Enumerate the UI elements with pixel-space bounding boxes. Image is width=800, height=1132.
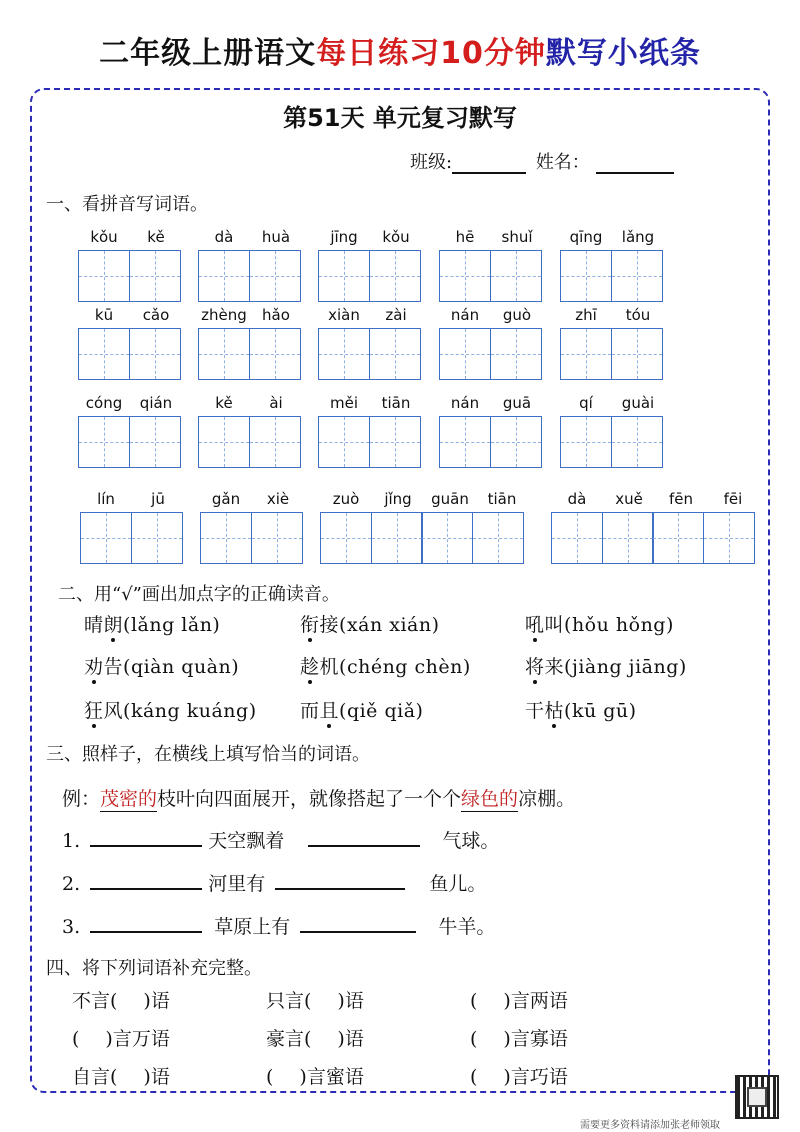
name-label: 姓名： — [535, 152, 590, 173]
character-box[interactable] — [78, 328, 130, 380]
pinyin-syllable: jū — [151, 490, 165, 508]
character-box[interactable] — [369, 328, 421, 380]
class-blank[interactable] — [452, 154, 526, 174]
character-box[interactable] — [439, 416, 491, 468]
example-word2: 绿色的 — [461, 788, 519, 810]
pinyin-syllable: nán — [450, 394, 480, 412]
fill-line-text1: 天空飘着 — [208, 830, 285, 852]
pinyin-syllable: zuò — [332, 490, 360, 508]
pinyin-syllable: qián — [139, 394, 173, 412]
reading-choice[interactable]: 将来(jiàng jiāng) — [525, 652, 687, 679]
pinyin-syllable: qīng — [569, 228, 603, 246]
character-box[interactable] — [560, 416, 612, 468]
pinyin-row — [320, 490, 528, 512]
character-box[interactable] — [490, 416, 542, 468]
fill-blank[interactable] — [300, 913, 416, 933]
word-grid — [80, 490, 184, 564]
fill-line-3 — [62, 912, 495, 939]
fill-blank[interactable] — [90, 827, 202, 847]
header-dictation: 默写小纸条 — [545, 36, 701, 71]
pinyin-syllable: zài — [385, 306, 407, 324]
pinyin-syllable: jīng — [330, 228, 358, 246]
pinyin-row — [560, 306, 664, 328]
character-box[interactable] — [371, 512, 423, 564]
fill-line-text2: 气球。 — [442, 830, 500, 852]
pinyin-row — [318, 306, 422, 328]
section1-heading: 一、看拼音写词语。 — [46, 194, 208, 215]
character-box[interactable] — [78, 416, 130, 468]
character-box[interactable] — [318, 328, 370, 380]
pinyin-syllable: lǎng — [621, 228, 655, 246]
fill-blank[interactable] — [308, 827, 420, 847]
character-box[interactable] — [560, 250, 612, 302]
character-box[interactable] — [131, 512, 183, 564]
idiom-item[interactable]: ( )言两语 — [470, 990, 568, 1012]
reading-choice[interactable]: 而且(qiě qiǎ) — [300, 696, 423, 723]
dotted-character: 狂 — [84, 696, 104, 723]
pinyin-syllable: ài — [269, 394, 283, 412]
class-name-line — [410, 148, 674, 174]
pinyin-row — [439, 228, 543, 250]
name-blank[interactable] — [596, 154, 674, 174]
fill-line-text1: 草原上有 — [214, 916, 291, 938]
pinyin-syllable: huà — [261, 228, 291, 246]
fill-line-text2: 鱼儿。 — [429, 873, 487, 895]
pinyin-row — [80, 490, 184, 512]
fill-line-number: 1. — [62, 830, 81, 852]
pinyin-syllable: měi — [329, 394, 359, 412]
section2-heading: 二、用“√”画出加点字的正确读音。 — [58, 584, 340, 605]
character-box[interactable] — [129, 328, 181, 380]
fill-line-number: 2. — [62, 873, 81, 895]
idiom-item[interactable]: ( )言巧语 — [470, 1066, 568, 1088]
reading-options[interactable]: (lǎng lǎn) — [123, 614, 221, 636]
pinyin-row — [560, 394, 664, 416]
dotted-character: 趁 — [300, 652, 320, 679]
character-box[interactable] — [198, 250, 250, 302]
pinyin-row — [318, 394, 422, 416]
pinyin-syllable: lín — [97, 490, 115, 508]
header-grade: 二年级上册语文 — [99, 36, 317, 71]
pinyin-syllable: xuě — [615, 490, 643, 508]
word-grid — [198, 306, 302, 380]
character-box[interactable] — [703, 512, 755, 564]
word-grid — [439, 228, 543, 302]
sheet-header — [0, 28, 800, 72]
character-box[interactable] — [129, 250, 181, 302]
pinyin-syllable: kǒu — [382, 228, 410, 246]
character-box[interactable] — [611, 328, 663, 380]
pinyin-syllable: hǎo — [262, 306, 290, 324]
reading-choice[interactable]: 吼叫(hǒu hǒng) — [525, 610, 674, 637]
example-word1: 茂密的 — [100, 788, 158, 810]
pinyin-syllable: qí — [579, 394, 593, 412]
dotted-character: 将 — [525, 652, 545, 679]
pinyin-syllable: gǎn — [211, 490, 241, 508]
pinyin-syllable: fēn — [668, 490, 694, 508]
pinyin-syllable: zhèng — [201, 306, 247, 324]
word-grid — [560, 228, 664, 302]
reading-choice[interactable]: 狂风(káng kuáng) — [84, 696, 257, 723]
reading-options[interactable]: (kū gū) — [564, 700, 637, 722]
dotted-character: 衔 — [300, 610, 320, 637]
example-middle: 枝叶向四面展开，就像搭起了一个个 — [157, 788, 462, 810]
pinyin-row — [551, 490, 759, 512]
pinyin-syllable: dà — [567, 490, 587, 508]
character-box[interactable] — [198, 328, 250, 380]
character-box[interactable] — [439, 250, 491, 302]
idiom-item[interactable]: ( )言蜜语 — [266, 1066, 364, 1088]
pinyin-syllable: kě — [147, 228, 165, 246]
word-grid — [560, 306, 664, 380]
word-grid — [318, 228, 422, 302]
reading-choice[interactable]: 衔接(xán xián) — [300, 610, 440, 637]
word-grid — [198, 228, 302, 302]
pinyin-row — [78, 228, 182, 250]
fill-line-1 — [62, 826, 499, 853]
pinyin-row — [198, 306, 302, 328]
word-grid — [318, 394, 422, 468]
fill-line-text1: 河里有 — [208, 873, 266, 895]
pinyin-syllable: guān — [431, 490, 469, 508]
character-box[interactable] — [198, 416, 250, 468]
character-box[interactable] — [320, 512, 372, 564]
word-grid — [78, 394, 182, 468]
dotted-character: 枯 — [545, 696, 565, 723]
example-sentence — [62, 784, 575, 811]
pinyin-syllable: dà — [214, 228, 234, 246]
dotted-character: 吼 — [525, 610, 545, 637]
word-grid — [78, 306, 182, 380]
pinyin-row — [439, 306, 543, 328]
word-grid — [439, 394, 543, 468]
reading-options[interactable]: (qiě qiǎ) — [339, 700, 424, 722]
character-box[interactable] — [249, 328, 301, 380]
word-grid — [560, 394, 664, 468]
word-grid — [200, 490, 304, 564]
character-box[interactable] — [551, 512, 603, 564]
pinyin-syllable: cǎo — [142, 306, 170, 324]
reading-options[interactable]: (káng kuáng) — [123, 700, 257, 722]
character-box[interactable] — [611, 416, 663, 468]
character-box[interactable] — [369, 416, 421, 468]
fill-blank[interactable] — [90, 913, 202, 933]
character-box[interactable] — [200, 512, 252, 564]
word-grid — [198, 394, 302, 468]
word-grid — [439, 306, 543, 380]
fill-line-text2: 牛羊。 — [438, 916, 496, 938]
character-box[interactable] — [318, 250, 370, 302]
character-box[interactable] — [652, 512, 704, 564]
word-grid — [551, 490, 759, 564]
dotted-character: 朗 — [104, 610, 124, 637]
word-grid — [320, 490, 528, 564]
page-title: 第51天 单元复习默写 — [283, 104, 517, 132]
fill-blank[interactable] — [90, 870, 202, 890]
pinyin-syllable: xiè — [266, 490, 290, 508]
reading-options[interactable]: (qiàn quàn) — [123, 656, 240, 678]
reading-choice[interactable]: 劝告(qiàn quàn) — [84, 652, 239, 679]
word-grid — [78, 228, 182, 302]
pinyin-row — [560, 228, 664, 250]
pinyin-row — [198, 394, 302, 416]
character-box[interactable] — [251, 512, 303, 564]
character-box[interactable] — [249, 416, 301, 468]
pinyin-row — [200, 490, 304, 512]
pinyin-syllable: fēi — [723, 490, 743, 508]
pinyin-syllable: jǐng — [384, 490, 412, 508]
footer-note: 需要更多资料请添加张老师领取 — [580, 1120, 720, 1131]
reading-choice[interactable]: 干枯(kū gū) — [525, 696, 637, 723]
reading-options[interactable]: (xán xián) — [339, 614, 440, 636]
section4-heading: 四、将下列词语补充完整。 — [46, 958, 262, 979]
character-box[interactable] — [249, 250, 301, 302]
character-box[interactable] — [490, 250, 542, 302]
pinyin-syllable: xiàn — [328, 306, 360, 324]
fill-blank[interactable] — [275, 870, 405, 890]
character-box[interactable] — [472, 512, 524, 564]
pinyin-row — [78, 394, 182, 416]
pinyin-syllable: guā — [502, 394, 532, 412]
character-box[interactable] — [78, 250, 130, 302]
dotted-character: 且 — [320, 696, 340, 723]
character-box[interactable] — [602, 512, 654, 564]
section3-heading: 三、照样子，在横线上填写恰当的词语。 — [46, 744, 370, 765]
character-box[interactable] — [421, 512, 473, 564]
pinyin-row — [198, 228, 302, 250]
character-box[interactable] — [560, 328, 612, 380]
class-label: 班级: — [410, 152, 453, 173]
idiom-item[interactable]: 豪言( )语 — [266, 1028, 364, 1050]
idiom-item[interactable]: 自言( )语 — [72, 1066, 170, 1088]
pinyin-syllable: kǒu — [90, 228, 118, 246]
fill-line-2 — [62, 869, 486, 896]
idiom-item[interactable]: 不言( )语 — [72, 990, 170, 1012]
character-box[interactable] — [129, 416, 181, 468]
pinyin-syllable: guò — [502, 306, 532, 324]
header-practice: 每日练习10分钟 — [316, 36, 546, 71]
pinyin-syllable: kū — [94, 306, 114, 324]
reading-options[interactable]: (jiàng jiāng) — [564, 656, 687, 678]
fill-line-number: 3. — [62, 916, 81, 938]
pinyin-syllable: guài — [621, 394, 655, 412]
pinyin-syllable: tiān — [487, 490, 517, 508]
pinyin-syllable: shuǐ — [501, 228, 533, 246]
character-box[interactable] — [611, 250, 663, 302]
pinyin-syllable: nán — [450, 306, 480, 324]
idiom-item[interactable]: 只言( )语 — [266, 990, 364, 1012]
pinyin-syllable: tóu — [625, 306, 651, 324]
pinyin-syllable: zhī — [575, 306, 597, 324]
example-suffix: 凉棚。 — [518, 788, 576, 810]
pinyin-row — [318, 228, 422, 250]
qr-code — [735, 1075, 779, 1119]
pinyin-syllable: kě — [215, 394, 233, 412]
character-box[interactable] — [318, 416, 370, 468]
pinyin-syllable: tiān — [381, 394, 411, 412]
reading-choice[interactable]: 晴朗(lǎng lǎn) — [84, 610, 220, 637]
character-box[interactable] — [369, 250, 421, 302]
pinyin-syllable: hē — [455, 228, 475, 246]
reading-options[interactable]: (chéng chèn) — [339, 656, 471, 678]
reading-options[interactable]: (hǒu hǒng) — [564, 614, 674, 636]
idiom-item[interactable]: ( )言寡语 — [470, 1028, 568, 1050]
pinyin-row — [78, 306, 182, 328]
reading-choice[interactable]: 趁机(chéng chèn) — [300, 652, 471, 679]
dotted-character: 劝 — [84, 652, 104, 679]
character-box[interactable] — [80, 512, 132, 564]
word-grid — [318, 306, 422, 380]
pinyin-row — [439, 394, 543, 416]
idiom-item[interactable]: ( )言万语 — [72, 1028, 170, 1050]
character-box[interactable] — [490, 328, 542, 380]
pinyin-syllable: cóng — [85, 394, 123, 412]
character-box[interactable] — [439, 328, 491, 380]
example-prefix: 例： — [62, 788, 101, 810]
